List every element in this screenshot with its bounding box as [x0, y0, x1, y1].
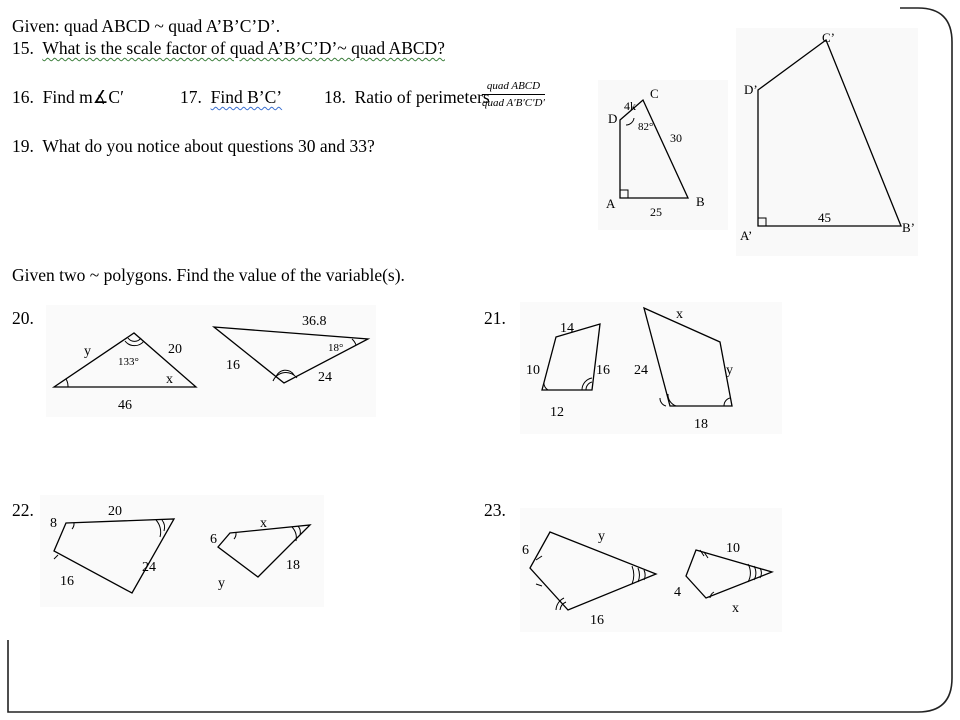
side-label-18: 18 — [694, 417, 708, 432]
side-label-10: 10 — [726, 541, 740, 556]
angle-label-18: 18° — [328, 342, 344, 354]
given-statement: Given: quad ABCD ~ quad A’B’C’D’. — [12, 16, 281, 36]
problem-22-number: 22. — [12, 500, 34, 520]
problem-23-figure — [520, 508, 782, 632]
label-x: x — [260, 516, 267, 531]
fraction-numerator: quad ABCD — [482, 80, 545, 95]
question-text: Find m∡C′ — [42, 87, 124, 107]
problem-23-number: 23. — [484, 500, 506, 520]
question-text: What do you notice about questions 30 and 33? — [42, 136, 375, 156]
side-label-cb: 30 — [670, 131, 682, 145]
perimeter-ratio-fraction — [482, 80, 545, 109]
side-label-6: 6 — [210, 532, 217, 547]
problem-22-figure — [40, 495, 324, 607]
question-17 — [180, 87, 282, 107]
label-y: y — [218, 576, 225, 591]
side-label-24: 24 — [634, 363, 648, 378]
label-y: y — [598, 529, 605, 544]
question-number: 17. — [180, 87, 202, 107]
side-label-24: 24 — [318, 370, 332, 385]
label-y: y — [726, 363, 733, 378]
side-label-46: 46 — [118, 398, 132, 413]
given-polygons-instruction: Given two ~ polygons. Find the value of the variable(s). — [12, 265, 405, 285]
quad-abcd-figure — [598, 80, 728, 230]
side-label-10: 10 — [526, 363, 540, 378]
label-x: x — [732, 601, 739, 616]
vertex-label-c: C — [650, 86, 659, 101]
side-label-ab: 25 — [650, 205, 662, 219]
quad-prime-figure — [736, 28, 918, 256]
question-text: Find B’C’ — [210, 87, 283, 107]
question-number: 18. — [324, 87, 346, 107]
question-number: 15. — [12, 38, 34, 58]
side-label-16: 16 — [226, 358, 240, 373]
side-label-ab-prime: 45 — [818, 210, 831, 225]
vertex-label-d: D — [608, 111, 618, 126]
side-label-16: 16 — [590, 613, 604, 628]
vertex-label-b: B — [696, 194, 705, 209]
question-16 — [12, 87, 124, 107]
question-19 — [12, 136, 375, 156]
side-label-14: 14 — [560, 321, 574, 336]
side-label-12: 12 — [550, 405, 564, 420]
question-text: What is the scale factor of quad A’B’C’D’~ quad ABCD? — [42, 38, 445, 58]
side-label-24: 24 — [142, 560, 156, 575]
angle-label-c: 82° — [638, 121, 654, 133]
label-x: x — [676, 307, 683, 322]
problem-21-number: 21. — [484, 308, 506, 328]
vertex-label-d-prime: D’ — [744, 82, 758, 97]
angle-label-133: 133° — [118, 356, 139, 368]
question-text: Ratio of perimeters — [354, 87, 490, 107]
side-label-dc: 4k — [624, 99, 636, 113]
side-label-4: 4 — [674, 585, 681, 600]
fraction-denominator: quad A′B′C′D′ — [482, 97, 545, 109]
problem-20-figure — [46, 305, 376, 417]
label-y: y — [84, 344, 91, 359]
problem-20-number: 20. — [12, 308, 34, 328]
side-label-16: 16 — [596, 363, 610, 378]
side-label-20: 20 — [108, 504, 122, 519]
side-label-8: 8 — [50, 516, 57, 531]
vertex-label-a: A — [606, 196, 616, 211]
vertex-label-b-prime: B’ — [902, 220, 915, 235]
question-15 — [12, 38, 445, 58]
side-label-16: 16 — [60, 574, 74, 589]
side-label-20: 20 — [168, 342, 182, 357]
question-number: 16. — [12, 87, 34, 107]
question-18 — [324, 87, 490, 107]
question-number: 19. — [12, 136, 34, 156]
vertex-label-a-prime: A’ — [740, 228, 753, 243]
problem-21-figure — [520, 302, 782, 434]
side-label-6: 6 — [522, 543, 529, 558]
side-label-18: 18 — [286, 558, 300, 573]
vertex-label-c-prime: C’ — [822, 30, 835, 45]
label-x: x — [166, 372, 173, 387]
side-label-36-8: 36.8 — [302, 314, 327, 329]
